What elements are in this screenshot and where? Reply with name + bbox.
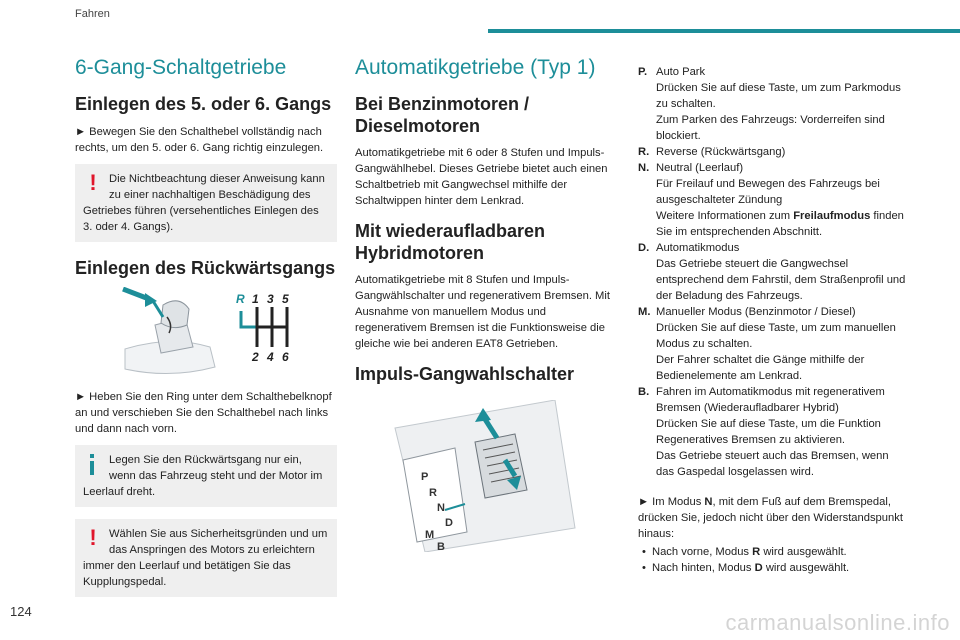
paragraph-gear-5-6: ► Bewegen Sie den Schalthebel vollständig nach rechts, um den 5. oder 6. Gang richtig einzulegen. bbox=[75, 125, 324, 154]
mode-item-r: R. Reverse (Rückwärtsgang) bbox=[638, 146, 786, 158]
figure-impulse-selector bbox=[355, 400, 613, 552]
paragraph-hybrid: Automatikgetriebe mit 8 Stufen und Impuls-Gangwählschalter und regenerativem Bremsen. Mit Ausnahme von manuellem Modus und regenerativem Bremsen ist die Funktionsweise die gleiche wie bei anderen EAT8 Getrieben. bbox=[355, 274, 610, 351]
gear-label-1: 1 bbox=[252, 292, 259, 307]
gear-label-4: 4 bbox=[267, 350, 274, 365]
impulse-selector-illustration bbox=[355, 400, 613, 552]
column-selector-modes bbox=[638, 64, 908, 576]
page-number: 124 bbox=[10, 604, 32, 619]
heading-hybrid: Mit wiederaufladbaren Hybridmotoren bbox=[355, 221, 546, 263]
gear-lever-illustration bbox=[75, 287, 337, 377]
gear-label-6: 6 bbox=[282, 350, 289, 365]
heading-impulse-selector: Impuls-Gangwahlschalter bbox=[355, 364, 575, 385]
selector-label-p: P bbox=[421, 470, 429, 483]
gear-shift-pattern bbox=[236, 292, 289, 364]
selector-label-n: N bbox=[437, 501, 445, 514]
bullet-forward: • Nach vorne, Modus R wird ausgewählt. bbox=[638, 544, 908, 560]
warning-text-2: Wählen Sie aus Sicherheitsgründen und um das Anspringen des Motors zu erleichtern immer den Leerlauf und betätigen Sie das Kupplungspedal. bbox=[83, 528, 328, 589]
column-automatic-gearbox bbox=[355, 56, 613, 552]
bullet-backward: • Nach hinten, Modus D wird ausgewählt. bbox=[638, 560, 908, 576]
chapter-title-automatic: Automatikgetriebe (Typ 1) bbox=[355, 56, 596, 79]
info-icon bbox=[83, 452, 103, 478]
gear-label-3: 3 bbox=[267, 292, 274, 307]
selector-label-d: D bbox=[445, 516, 453, 529]
paragraph-petrol-diesel: Automatikgetriebe mit 6 oder 8 Stufen und Impuls-Gangwählhebel. Dieses Getriebe bietet auch einen Schaltbetrieb mit Gangwechsel mithilfe der Schaltwippen hinter dem Lenkrad. bbox=[355, 147, 608, 208]
header-accent-bar bbox=[488, 29, 960, 33]
watermark-text: carmanualsonline.info bbox=[725, 610, 950, 635]
warning-exclamation-icon: ! bbox=[89, 525, 97, 551]
paragraph-reverse-gear: ► Heben Sie den Ring unter dem Schalthebelknopf an und verschieben Sie den Schalthebel nach links und dann nach vorn. bbox=[75, 391, 332, 436]
mode-item-m: M. Manueller Modus (Benzinmotor / Diesel) Drücken Sie auf diese Taste, um zum manuellen Modus zu schalten. Der Fahrer schaltet die Gänge mithilfe der Bedienelemente am Lenkrad. bbox=[638, 306, 896, 382]
mode-item-p: P. Auto Park Drücken Sie auf diese Taste, um zum Parkmodus zu schalten. Zum Parken des Fahrzeugs: Vorderreifen sind blockiert. bbox=[638, 66, 901, 142]
heading-gear-5-6: Einlegen des 5. oder 6. Gangs bbox=[75, 94, 332, 114]
warning-note-1 bbox=[75, 164, 337, 242]
gear-label-5: 5 bbox=[282, 292, 289, 307]
link-freilaufmodus: Freilaufmodus bbox=[793, 210, 871, 222]
selector-console-drawing bbox=[395, 400, 575, 552]
paragraph-modus-n: ► Im Modus N, mit dem Fuß auf dem Bremspedal, drücken Sie, jedoch nicht über den Widerstandspunkt hinaus: bbox=[638, 496, 903, 540]
mode-item-n: N. Neutral (Leerlauf) Für Freilauf und Bewegen des Fahrzeugs bei ausgeschalteter Zündung Weitere Informationen zum Freilaufmodus finden Sie im entsprechenden Abschnitt. bbox=[638, 162, 904, 238]
info-text-1: Legen Sie den Rückwärtsgang nur ein, wenn das Fahrzeug steht und der Motor im Leerlauf dreht. bbox=[83, 454, 323, 499]
warning-note-2 bbox=[75, 519, 337, 597]
gear-label-r: R bbox=[236, 292, 245, 307]
figure-reverse-gear bbox=[75, 287, 337, 377]
warning-exclamation-icon: ! bbox=[89, 169, 97, 195]
gear-label-2: 2 bbox=[252, 350, 259, 365]
chapter-title-manual: 6-Gang-Schaltgetriebe bbox=[75, 56, 287, 79]
selector-label-b: B bbox=[437, 540, 445, 552]
warning-text-1: Die Nichtbeachtung dieser Anweisung kann zu einer nachhaltigen Beschädigung des Getriebes führen (versehentliches Einlegen des 3. oder 4. Gangs). bbox=[83, 172, 325, 233]
gear-lever-drawing bbox=[123, 289, 215, 374]
mode-item-b: B. Fahren im Automatikmodus mit regenerativem Bremsen (Wiederaufladbarer Hybrid) Drücken Sie auf diese Taste, um die Funktion Regeneratives Bremsen zu aktivieren. Das Getriebe steuert auch das Bremsen, wenn das Gaspedal losgelassen wird. bbox=[638, 386, 889, 478]
column-manual-gearbox bbox=[75, 56, 337, 609]
heading-petrol-diesel: Bei Benzinmotoren / Dieselmotoren bbox=[355, 94, 530, 136]
selector-label-r: R bbox=[429, 486, 437, 499]
info-note-1 bbox=[75, 445, 337, 507]
selector-label-m: M bbox=[425, 528, 435, 541]
mode-item-d: D. Automatikmodus Das Getriebe steuert die Gangwechsel entsprechend dem Fahrstil, dem Straßenprofil und der Beladung des Fahrzeugs. bbox=[638, 242, 906, 302]
heading-reverse-gear: Einlegen des Rückwärtsgangs bbox=[75, 257, 336, 278]
header-section-label: Fahren bbox=[75, 8, 110, 20]
